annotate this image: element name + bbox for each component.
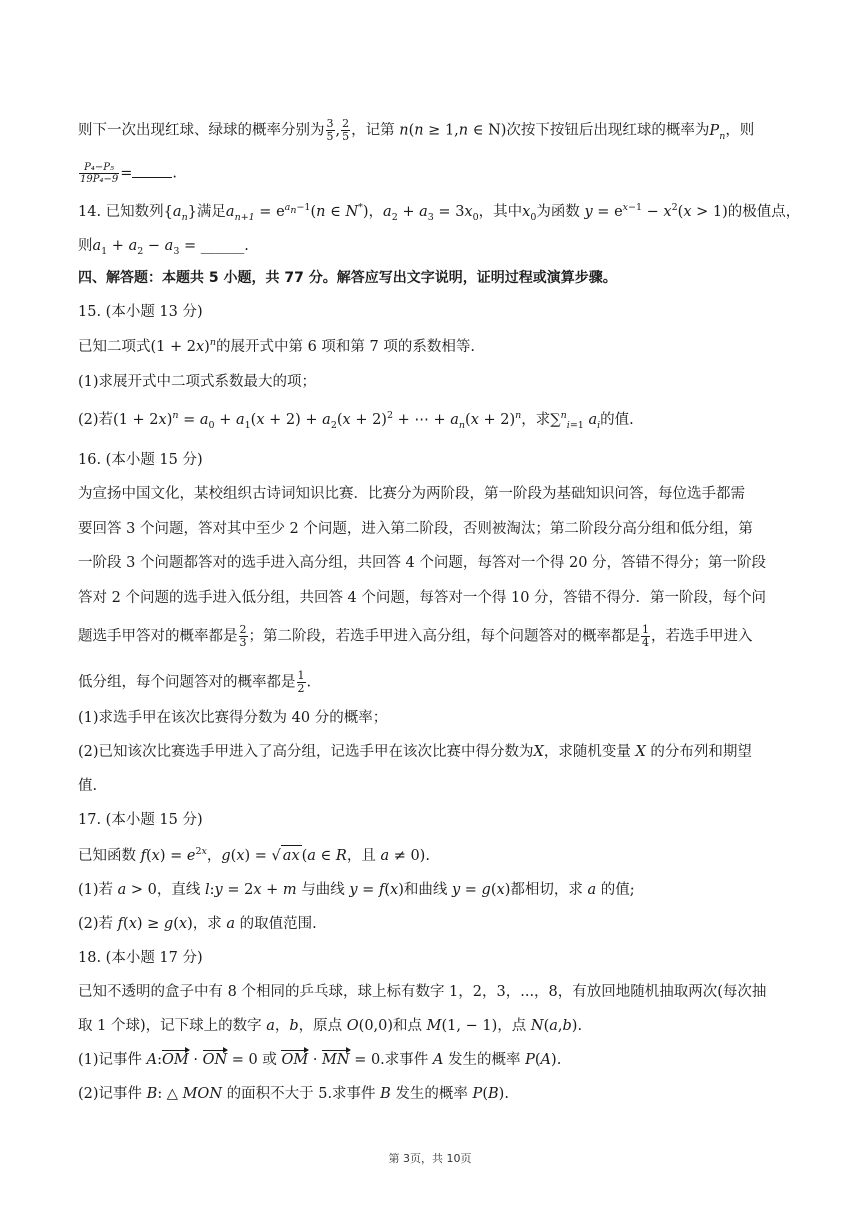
page-footer: 第 3页，共 10页 — [388, 1152, 472, 1165]
q17-part2: (2)若 f(x) ≥ g(x)，求 a 的取值范围. — [78, 916, 317, 932]
q16-line3: 一阶段 3 个问题都答对的选手进入高分组，共回答 4 个问题，每答对一个得 20 分，答错不得分；第一阶段 — [78, 555, 767, 571]
q16-head: 16. (本小题 15 分) — [78, 452, 203, 468]
q16-line4: 答对 2 个问题的选手进入低分组，共回答 4 个问题，每答对一个得 10 分，答错不得分．第一阶段，每个问 — [78, 590, 767, 606]
q16-part2: (2)已知该次比赛选手甲进入了高分组，记选手甲在该次比赛中得分数为X，求随机变量 X 的分布列和期望 — [78, 744, 752, 760]
q17-part1: (1)若 a > 0，直线 l:y = 2x + m 与曲线 y = f(x)和曲线 y = g(x)都相切，求 a 的值; — [78, 882, 635, 898]
q16-line1: 为宣扬中国文化，某校组织古诗词知识比赛．比赛分为两阶段，第一阶段为基础知识问答，每位选手都需 — [78, 486, 745, 502]
q17-stem: 已知函数 $f(x) = e^{2x}$，g(x) = √ ax (a ∈ R，且 a ≠ 0). — [78, 846, 430, 864]
q13-line1: 则下一次出现红球、绿球的概率分别为 $\frac{3}{5}$ , $\frac{2}{5}$ ，记第 n(n ≥ 1,n ∈ N)次按下按钮后出现红球的概率为$P_n$，则 — [78, 117, 755, 143]
fraction: $\frac{1}{4}$ — [642, 623, 649, 649]
document-page — [78, 0, 801, 1216]
q14-line2: 则$a_1 + a_2 - a_3$ = ______. — [78, 238, 249, 257]
fraction: $\frac{3}{5}$ — [326, 117, 334, 143]
q15-part2: (2)若$(1 + 2x)^n = a_0 + a_1(x + 2) + a_2(x + 2)^2$ + ⋯ + $a_n(x + 2)^n$，求∑$^n_{i=1}$ $a_i$的值. — [78, 410, 634, 431]
q16-line5: 题选手甲答对的概率都是 $\frac{2}{3}$ ；第二阶段，若选手甲进入高分组，每个问题答对的概率都是 $\frac{1}{4}$ ，若选手甲进入 — [78, 623, 753, 649]
q18-line1: 已知不透明的盒子中有 8 个相同的乒乓球，球上标有数字 1，2，3，...，8，有放回地随机抽取两次(每次抽 — [78, 984, 767, 1000]
answer-blank — [132, 163, 172, 178]
q16-line2: 要回答 3 个问题，答对其中至少 2 个问题，进入第二阶段，否则被淘汰；第二阶段分高分组和低分组，第 — [78, 521, 753, 537]
fraction: $\frac{2}{5}$ — [342, 117, 350, 143]
section-heading: 四、解答题：本题共 5 小题，共 77 分。解答应写出文字说明，证明过程或演算步骤。 — [78, 270, 617, 286]
q16-part2-cont: 值. — [78, 778, 98, 794]
fraction: $\frac{1}{2}$ — [297, 669, 305, 695]
fraction: $\frac{\text{P₄−P₅}}{\text{19P₄−9}}$ — [80, 162, 119, 185]
fraction: $\frac{2}{3}$ — [239, 623, 247, 649]
q16-part1: (1)求选手甲在该次比赛得分数为 40 分的概率； — [78, 710, 388, 726]
q18-head: 18. (本小题 17 分) — [78, 950, 203, 966]
q13-line2: $\frac{\text{P₄−P₅}}{\text{19P₄−9}}$ = . — [80, 162, 177, 185]
q18-part1: (1)记事件 A:OM · ON = 0 或 OM · MN = 0.求事件 A 发生的概率 P(A). — [78, 1052, 562, 1068]
q15-head: 15. (本小题 13 分) — [78, 304, 203, 320]
q18-part2: (2)记事件 B: △ MON 的面积不大于 5.求事件 B 发生的概率 P(B). — [78, 1086, 509, 1102]
q18-line2: 取 1 个球)，记下球上的数字 a，b，原点 O(0,0)和点 M(1, − 1)，点 N(a,b). — [78, 1018, 583, 1034]
q16-line6: 低分组，每个问题答对的概率都是 $\frac{1}{2}$ . — [78, 669, 312, 695]
q13-text: 则下一次出现红球、绿球的概率分别为 — [78, 122, 325, 139]
q15-stem: 已知二项式$(1 + 2x)^n$的展开式中第 6 项和第 7 项的系数相等. — [78, 337, 475, 355]
q17-head: 17. (本小题 15 分) — [78, 812, 203, 828]
q14-line1: 14. 已知数列$\{a_n\}$满足$a_{n+1} = e^{a_n-1}(n$ ∈ N*)，$a_2 + a_3 = 3x_0$，其中$x_0$为函数 $y = e^{x-1} - x^2(x > 1)$的极值点， — [78, 202, 801, 223]
q15-part1: (1)求展开式中二项式系数最大的项； — [78, 374, 317, 390]
